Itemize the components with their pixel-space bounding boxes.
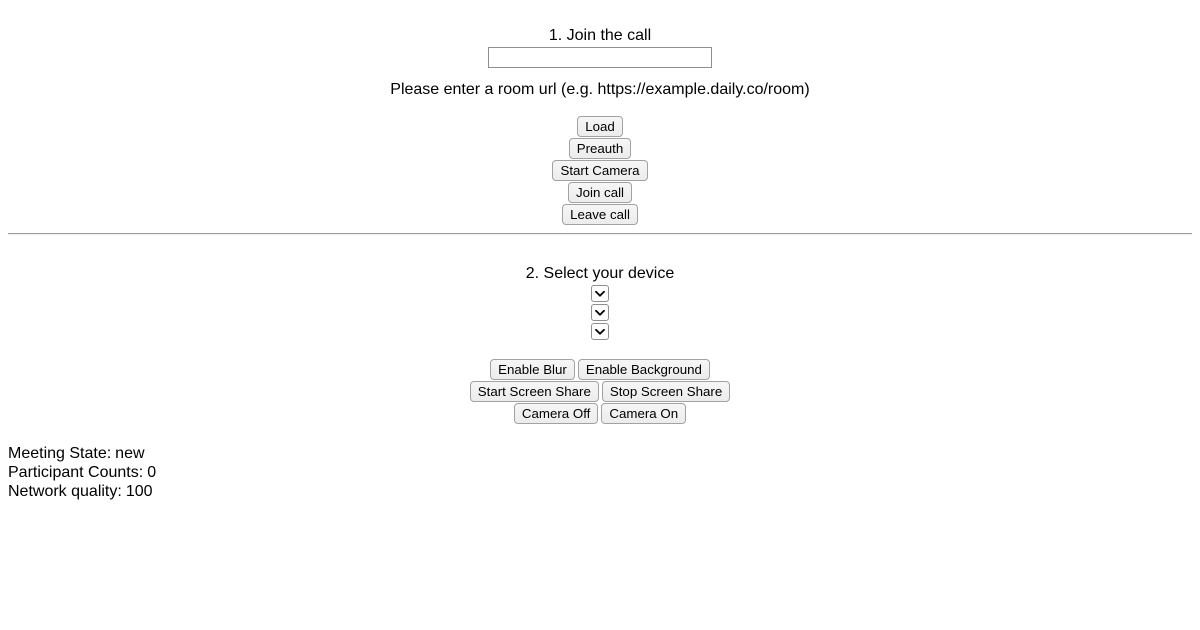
start-screen-share-button[interactable]: Start Screen Share <box>470 381 599 402</box>
participant-counts-value: 0 <box>147 464 157 481</box>
meeting-state-value: new <box>115 445 145 462</box>
network-quality-value: 100 <box>125 483 153 500</box>
call-controls <box>8 116 1192 225</box>
effects-row <box>8 359 1192 380</box>
device-select-3[interactable] <box>591 323 609 340</box>
participant-counts-line <box>8 463 1192 482</box>
load-button[interactable]: Load <box>577 116 623 137</box>
network-quality-label: Network quality: <box>8 483 122 500</box>
meeting-state-label: Meeting State: <box>8 445 112 462</box>
camera-on-button[interactable]: Camera On <box>601 403 686 424</box>
join-call-button[interactable]: Join call <box>568 182 632 203</box>
room-url-row <box>8 47 1192 68</box>
join-section <box>8 27 1192 225</box>
media-controls <box>8 359 1192 424</box>
start-camera-button[interactable]: Start Camera <box>552 160 647 181</box>
device-selects <box>8 285 1192 340</box>
device-select-2[interactable] <box>591 304 609 321</box>
leave-call-button[interactable]: Leave call <box>562 204 638 225</box>
participant-counts-label: Participant Counts: <box>8 464 144 481</box>
section-divider <box>8 233 1192 235</box>
preauth-button[interactable]: Preauth <box>569 138 632 159</box>
stop-screen-share-button[interactable]: Stop Screen Share <box>602 381 730 402</box>
camera-off-button[interactable]: Camera Off <box>514 403 598 424</box>
room-url-hint: Please enter a room url (e.g. https://example.daily.co/room) <box>390 81 810 98</box>
screenshare-row <box>8 381 1192 402</box>
enable-blur-button[interactable]: Enable Blur <box>490 359 575 380</box>
device-select-1[interactable] <box>591 285 609 302</box>
chevron-down-icon <box>595 310 605 316</box>
join-section-title: 1. Join the call <box>548 27 652 44</box>
device-section <box>8 265 1192 424</box>
meeting-state-line <box>8 444 1192 463</box>
chevron-down-icon <box>595 329 605 335</box>
room-url-input[interactable] <box>488 47 712 68</box>
chevron-down-icon <box>595 291 605 297</box>
status-panel <box>8 444 1192 501</box>
network-quality-line <box>8 482 1192 501</box>
camera-row <box>8 403 1192 424</box>
device-section-title: 2. Select your device <box>525 265 675 282</box>
enable-background-button[interactable]: Enable Background <box>578 359 710 380</box>
